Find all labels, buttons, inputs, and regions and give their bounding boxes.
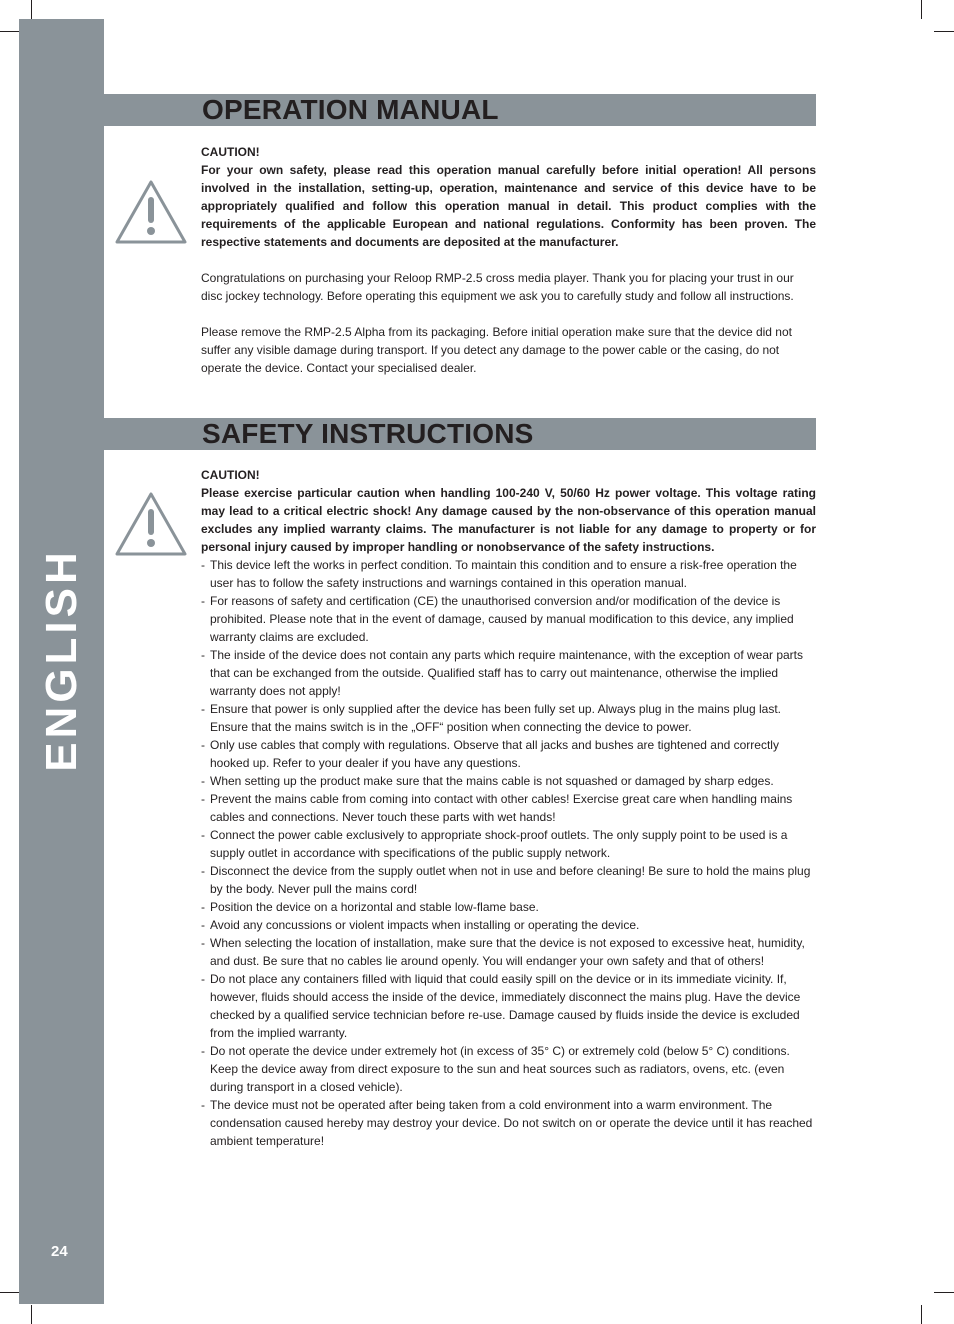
intro-paragraph: Congratulations on purchasing your Reloop RMP-2.5 cross media player. Thank you for placing your trust in our disc jockey technology. Before operating this equipment we ask you to carefully study and follow all instructions. [201,271,794,303]
list-item: - Connect the power cable exclusively to appropriate shock-proof outlets. The only supply point to be used is a supply outlet in accordance with specifications of the public supply network. [201,826,816,862]
safety-instructions-header-band [104,418,816,450]
list-item: - The device must not be operated after being taken from a cold environment into a warm environment. The condensation caused hereby may destroy your device. Do not switch on or operate the device until it has reached ambient temperature! [201,1096,816,1150]
crop-mark [921,1305,922,1324]
list-item: - Only use cables that comply with regulations. Observe that all jacks and bushes are tightened and correctly hooked up. Refer to your dealer if you have any questions. [201,736,816,772]
operation-manual-body [201,143,816,377]
list-item: - When setting up the product make sure that the mains cable is not squashed or damaged by sharp edges. [201,772,816,790]
list-item: - Ensure that power is only supplied after the device has been fully set up. Always plug in the mains plug last. Ensure that the mains switch is in the „OFF“ position when connecting the device to power. [201,700,816,736]
crop-mark [31,0,32,19]
list-item: - Avoid any concussions or violent impacts when installing or operating the device. [201,916,816,934]
operation-manual-header-band [104,94,816,126]
sidebar-language-label: ENGLISH [37,548,86,772]
safety-instructions-list [201,556,816,1150]
list-item: - Do not operate the device under extremely hot (in excess of 35° C) or extremely cold (below 5° C) conditions. Keep the device away from direct exposure to the sun and heat sources such as radiators, ovens, etc. (even during transport in a closed vehicle). [201,1042,816,1096]
list-item: - Position the device on a horizontal and stable low-flame base. [201,898,816,916]
warning-triangle-icon [114,491,188,557]
list-item: - This device left the works in perfect condition. To maintain this condition and to ensure a risk-free operation the user has to follow the safety instructions and warnings contained in this operation manual. [201,556,816,592]
safety-instructions-body [201,466,816,1150]
warning-triangle-icon [114,179,188,245]
crop-mark [921,0,922,19]
caution-text: For your own safety, please read this operation manual carefully before initial operation! All persons involved in the installation, setting-up, operation, maintenance and service of this device have to be appropriately qualified and follow this operation manual in detail. This product complies with the requirements of the applicable European and national regulations. Conformity has been proven. The respective statements and documents are deposited at the manufacturer. [201,163,816,249]
caution-label: CAUTION! [201,145,260,159]
caution-text: Please exercise particular caution when handling 100-240 V, 50/60 Hz power voltage. This voltage rating may lead to a critical electric shock! Any damage caused by the non-observance of this operation manual excludes any implied warranty claims. The manufacturer is not liable for any damage to property or for personal injury caused by improper handling or nonobservance of the safety instructions. [201,486,816,554]
list-item: - For reasons of safety and certification (CE) the unauthorised conversion and/or modification of the device is prohibited. Please note that in the event of damage, caused by manual modification to this device, any implied warranty claims are excluded. [201,592,816,646]
page-number: 24 [51,1243,68,1260]
list-item: - Prevent the mains cable from coming into contact with other cables! Exercise great care when handling mains cables and connections. Never touch these parts with wet hands! [201,790,816,826]
crop-mark [934,1292,954,1293]
list-item: - Do not place any containers filled with liquid that could easily spill on the device or in its immediate vicinity. If, however, fluids should access the inside of the device, immediately disconnect the mains plug. Have the device checked by a qualified service technician before re-use. Damage caused by fluids inside the device is excluded from the implied warranty. [201,970,816,1042]
crop-mark [934,31,954,32]
list-item: - Disconnect the device from the supply outlet when not in use and before cleaning! Be sure to hold the mains plug by the body. Never pull the mains cord! [201,862,816,898]
list-item: - The inside of the device does not contain any parts which require maintenance, with the exception of wear parts that can be exchanged from the outside. Qualified staff has to carry out maintenance, otherwise the implied warranty does not apply! [201,646,816,700]
crop-mark [0,31,19,32]
operation-manual-title: OPERATION MANUAL [202,94,499,125]
unpacking-paragraph: Please remove the RMP-2.5 Alpha from its packaging. Before initial operation make sure that the device did not suffer any visible damage during transport. If you detect any damage to the power cable or the casing, do not operate the device. Contact your specialised dealer. [201,325,792,375]
crop-mark [31,1305,32,1324]
crop-mark [0,1292,19,1293]
list-item: - When selecting the location of installation, make sure that the device is not exposed to excessive heat, humidity, and dust. Be sure that no cables lie around openly. You will endanger your own safety and that of others! [201,934,816,970]
safety-instructions-title: SAFETY INSTRUCTIONS [202,418,534,449]
caution-label: CAUTION! [201,468,260,482]
